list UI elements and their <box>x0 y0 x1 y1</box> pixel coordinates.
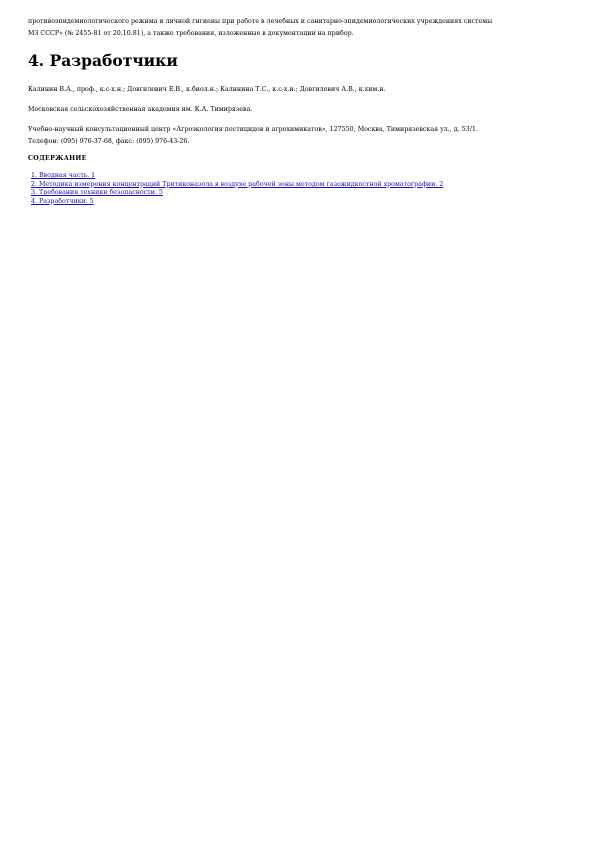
toc-link-safety[interactable]: 3. Требования техники безопасности. 5 <box>31 189 163 196</box>
intro-line-1: противоэпидемиологического режима и личной гигиены при работе в лечебных и санитарно-эпидемиологических учреждениях системы <box>28 18 493 25</box>
toc-item <box>31 172 443 181</box>
toc-link-intro[interactable]: 1. Вводная часть. 1 <box>31 172 96 179</box>
toc-title: СОДЕРЖАНИЕ <box>28 155 87 162</box>
table-of-contents <box>31 172 443 206</box>
section-heading: 4. Разработчики <box>28 51 178 70</box>
toc-item <box>31 189 443 198</box>
toc-item <box>31 181 443 190</box>
center-paragraph <box>28 124 568 148</box>
toc-link-developers[interactable]: 4. Разработчики. 5 <box>31 197 94 205</box>
center-line-2: Телефон: (095) 976-37-68, факс: (095) 976-43-26. <box>28 138 190 145</box>
intro-paragraph <box>28 16 568 40</box>
toc-item <box>31 198 443 207</box>
center-line-1: Учебно-научный консультационный центр «Агроэкология пестицидов и агрохимикатов», 127550, Москва, Тимирязевская ул., д. 53/1. <box>28 126 478 133</box>
intro-line-2: МЗ СССР» (№ 2455-81 от 20.10.81), а также требования, изложенные в документации на прибор. <box>28 30 354 37</box>
developers-paragraph: Калинин В.А., проф., к.с-х.н.; Довгилевич Е.В., к.биол.н.; Калинина Т.С., к.с-х.н.; Довгилевич А.В., к.хим.н. <box>28 86 386 93</box>
academy-paragraph: Московская сельскохозяйственная академия им. К.А. Тимирязева. <box>28 106 253 113</box>
toc-link-method[interactable]: 2. Методика измерения концентраций Тритиконазола в воздухе рабочей зоны методом газожидкостной хроматографии. 2 <box>31 180 444 188</box>
